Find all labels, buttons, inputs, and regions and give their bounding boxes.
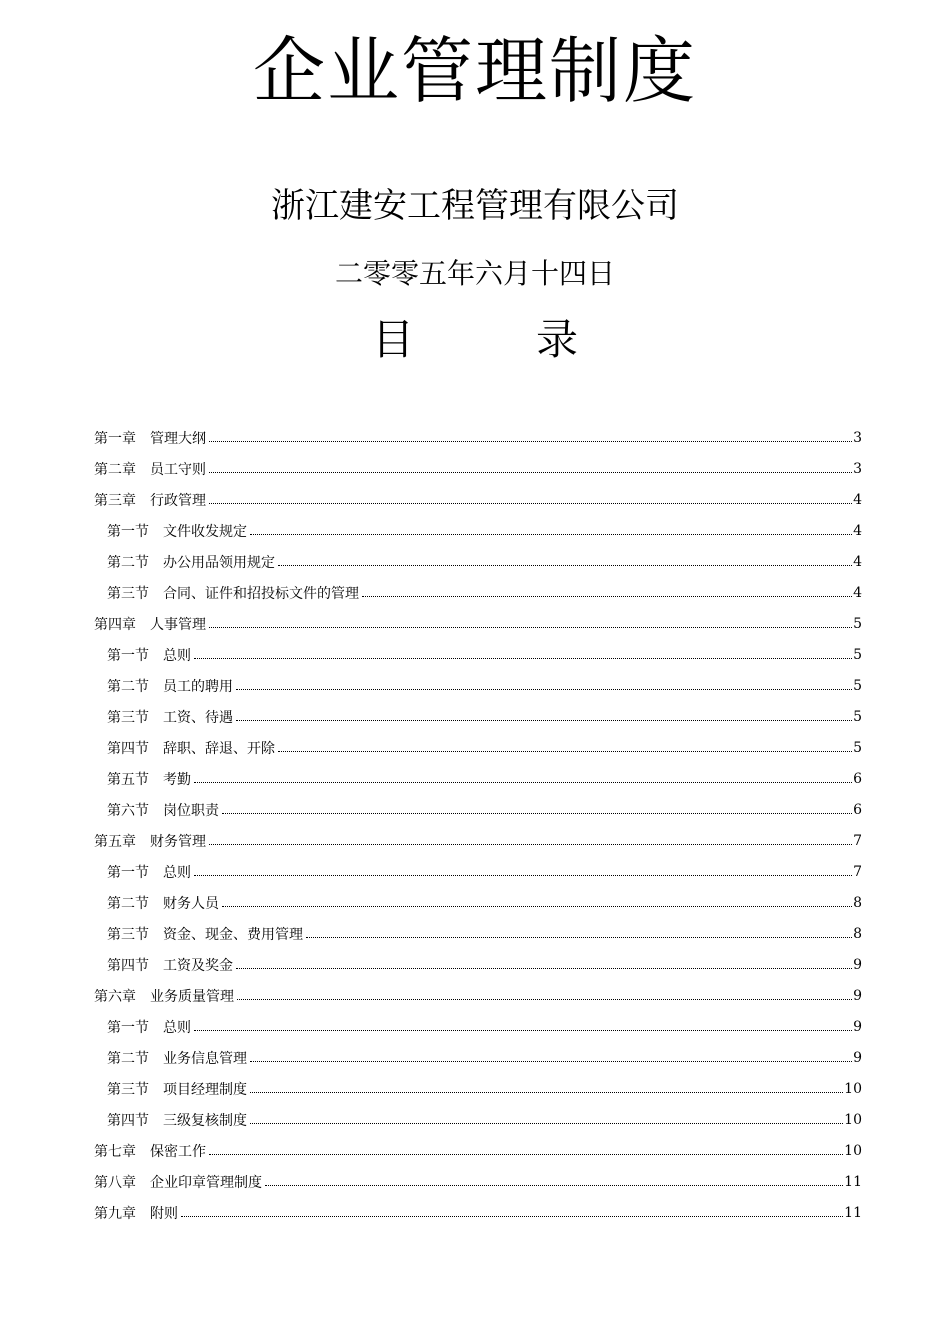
toc-dot-leader (250, 1078, 843, 1093)
toc-entry-page: 9 (853, 1049, 862, 1066)
toc-dot-leader (209, 458, 852, 473)
toc-dot-leader (222, 892, 852, 907)
toc-chapter-entry[interactable] (94, 608, 862, 639)
toc-entry-label: 总则 (163, 864, 191, 881)
toc-entry-label: 企业印章管理制度 (150, 1174, 262, 1191)
toc-section-entry[interactable] (94, 856, 862, 887)
toc-section-entry[interactable] (94, 670, 862, 701)
toc-entry-label: 员工的聘用 (163, 678, 233, 695)
toc-entry-number: 第一节 (107, 1019, 149, 1036)
toc-entry-page: 9 (853, 1018, 862, 1035)
toc-section-entry[interactable] (94, 639, 862, 670)
toc-entry-label: 业务质量管理 (150, 988, 234, 1005)
table-of-contents (94, 422, 862, 1228)
toc-entry-number: 第七章 (94, 1143, 136, 1160)
toc-entry-page: 5 (853, 708, 862, 725)
toc-entry-page: 3 (853, 429, 862, 446)
toc-entry-page: 6 (853, 801, 862, 818)
toc-chapter-entry[interactable] (94, 1135, 862, 1166)
toc-dot-leader (278, 551, 852, 566)
toc-entry-label: 总则 (163, 647, 191, 664)
toc-entry-page: 11 (844, 1173, 862, 1190)
toc-dot-leader (194, 644, 852, 659)
toc-section-entry[interactable] (94, 918, 862, 949)
toc-dot-leader (209, 489, 852, 504)
toc-entry-page: 10 (844, 1111, 862, 1128)
toc-entry-page: 10 (844, 1142, 862, 1159)
toc-dot-leader (278, 737, 852, 752)
toc-entry-label: 员工守则 (150, 461, 206, 478)
toc-entry-number: 第六章 (94, 988, 136, 1005)
toc-entry-number: 第三节 (107, 1081, 149, 1098)
toc-entry-page: 5 (853, 739, 862, 756)
document-date: 二零零五年六月十四日 (334, 257, 615, 290)
toc-entry-number: 第一章 (94, 430, 136, 447)
toc-entry-page: 8 (853, 894, 862, 911)
toc-entry-label: 行政管理 (150, 492, 206, 509)
toc-dot-leader (306, 923, 852, 938)
toc-dot-leader (250, 1109, 843, 1124)
toc-entry-label: 合同、证件和招投标文件的管理 (163, 585, 359, 602)
toc-dot-leader (209, 427, 852, 442)
toc-entry-label: 财务管理 (150, 833, 206, 850)
toc-entry-page: 7 (853, 863, 862, 880)
toc-entry-number: 第三节 (107, 926, 149, 943)
toc-entry-number: 第四章 (94, 616, 136, 633)
toc-entry-label: 附则 (150, 1205, 178, 1222)
toc-entry-page: 11 (844, 1204, 862, 1221)
toc-entry-page: 4 (853, 584, 862, 601)
toc-chapter-entry[interactable] (94, 422, 862, 453)
toc-entry-number: 第四节 (107, 957, 149, 974)
toc-entry-page: 7 (853, 832, 862, 849)
toc-section-entry[interactable] (94, 763, 862, 794)
toc-section-entry[interactable] (94, 794, 862, 825)
toc-dot-leader (209, 1140, 843, 1155)
toc-chapter-entry[interactable] (94, 1166, 862, 1197)
toc-dot-leader (236, 706, 852, 721)
toc-dot-leader (236, 954, 852, 969)
toc-dot-leader (181, 1202, 843, 1217)
toc-entry-number: 第二章 (94, 461, 136, 478)
toc-dot-leader (362, 582, 852, 597)
toc-section-entry[interactable] (94, 949, 862, 980)
toc-entry-number: 第二节 (107, 678, 149, 695)
toc-entry-number: 第三章 (94, 492, 136, 509)
document-title: 企业管理制度 (252, 29, 697, 113)
toc-dot-leader (209, 830, 852, 845)
toc-section-entry[interactable] (94, 577, 862, 608)
toc-section-entry[interactable] (94, 1011, 862, 1042)
toc-entry-number: 第三节 (107, 709, 149, 726)
toc-dot-leader (194, 768, 852, 783)
toc-entry-label: 财务人员 (163, 895, 219, 912)
toc-entry-number: 第五章 (94, 833, 136, 850)
toc-entry-label: 文件收发规定 (163, 523, 247, 540)
toc-entry-page: 9 (853, 987, 862, 1004)
toc-entry-page: 8 (853, 925, 862, 942)
toc-dot-leader (236, 675, 852, 690)
toc-entry-number: 第一节 (107, 647, 149, 664)
toc-entry-number: 第四节 (107, 1112, 149, 1129)
toc-entry-page: 4 (853, 522, 862, 539)
toc-entry-number: 第一节 (107, 864, 149, 881)
toc-dot-leader (250, 520, 852, 535)
toc-section-entry[interactable] (94, 1073, 862, 1104)
toc-entry-number: 第一节 (107, 523, 149, 540)
toc-entry-label: 工资、待遇 (163, 709, 233, 726)
toc-entry-number: 第八章 (94, 1174, 136, 1191)
toc-chapter-entry[interactable] (94, 1197, 862, 1228)
toc-entry-number: 第四节 (107, 740, 149, 757)
toc-entry-page: 10 (844, 1080, 862, 1097)
toc-entry-label: 资金、现金、费用管理 (163, 926, 303, 943)
toc-dot-leader (250, 1047, 852, 1062)
toc-dot-leader (209, 613, 852, 628)
toc-dot-leader (194, 861, 852, 876)
toc-entry-label: 辞职、辞退、开除 (163, 740, 275, 757)
toc-chapter-entry[interactable] (94, 980, 862, 1011)
toc-entry-label: 管理大纲 (150, 430, 206, 447)
toc-dot-leader (222, 799, 852, 814)
company-name: 浙江建安工程管理有限公司 (271, 186, 679, 226)
toc-section-entry[interactable] (94, 732, 862, 763)
toc-entry-label: 人事管理 (150, 616, 206, 633)
toc-chapter-entry[interactable] (94, 825, 862, 856)
toc-dot-leader (237, 985, 852, 1000)
toc-entry-page: 3 (853, 460, 862, 477)
toc-entry-page: 4 (853, 553, 862, 570)
toc-section-entry[interactable] (94, 701, 862, 732)
toc-chapter-entry[interactable] (94, 453, 862, 484)
toc-entry-page: 5 (853, 615, 862, 632)
toc-section-entry[interactable] (94, 546, 862, 577)
toc-section-entry[interactable] (94, 1104, 862, 1135)
toc-section-entry[interactable] (94, 515, 862, 546)
toc-section-entry[interactable] (94, 1042, 862, 1073)
toc-entry-page: 5 (853, 677, 862, 694)
toc-entry-label: 三级复核制度 (163, 1112, 247, 1129)
toc-entry-label: 考勤 (163, 771, 191, 788)
toc-section-entry[interactable] (94, 887, 862, 918)
toc-entry-number: 第九章 (94, 1205, 136, 1222)
toc-entry-page: 5 (853, 646, 862, 663)
toc-entry-label: 总则 (163, 1019, 191, 1036)
toc-entry-number: 第六节 (107, 802, 149, 819)
toc-entry-number: 第二节 (107, 554, 149, 571)
toc-entry-label: 保密工作 (150, 1143, 206, 1160)
toc-heading: 目 录 (371, 315, 618, 364)
toc-entry-page: 4 (853, 491, 862, 508)
toc-entry-label: 项目经理制度 (163, 1081, 247, 1098)
toc-dot-leader (194, 1016, 852, 1031)
toc-chapter-entry[interactable] (94, 484, 862, 515)
toc-entry-page: 9 (853, 956, 862, 973)
toc-entry-label: 办公用品领用规定 (163, 554, 275, 571)
toc-entry-number: 第二节 (107, 1050, 149, 1067)
toc-entry-number: 第三节 (107, 585, 149, 602)
toc-entry-label: 岗位职责 (163, 802, 219, 819)
toc-entry-page: 6 (853, 770, 862, 787)
toc-entry-number: 第二节 (107, 895, 149, 912)
toc-entry-label: 业务信息管理 (163, 1050, 247, 1067)
toc-entry-number: 第五节 (107, 771, 149, 788)
toc-dot-leader (265, 1171, 843, 1186)
toc-entry-label: 工资及奖金 (163, 957, 233, 974)
